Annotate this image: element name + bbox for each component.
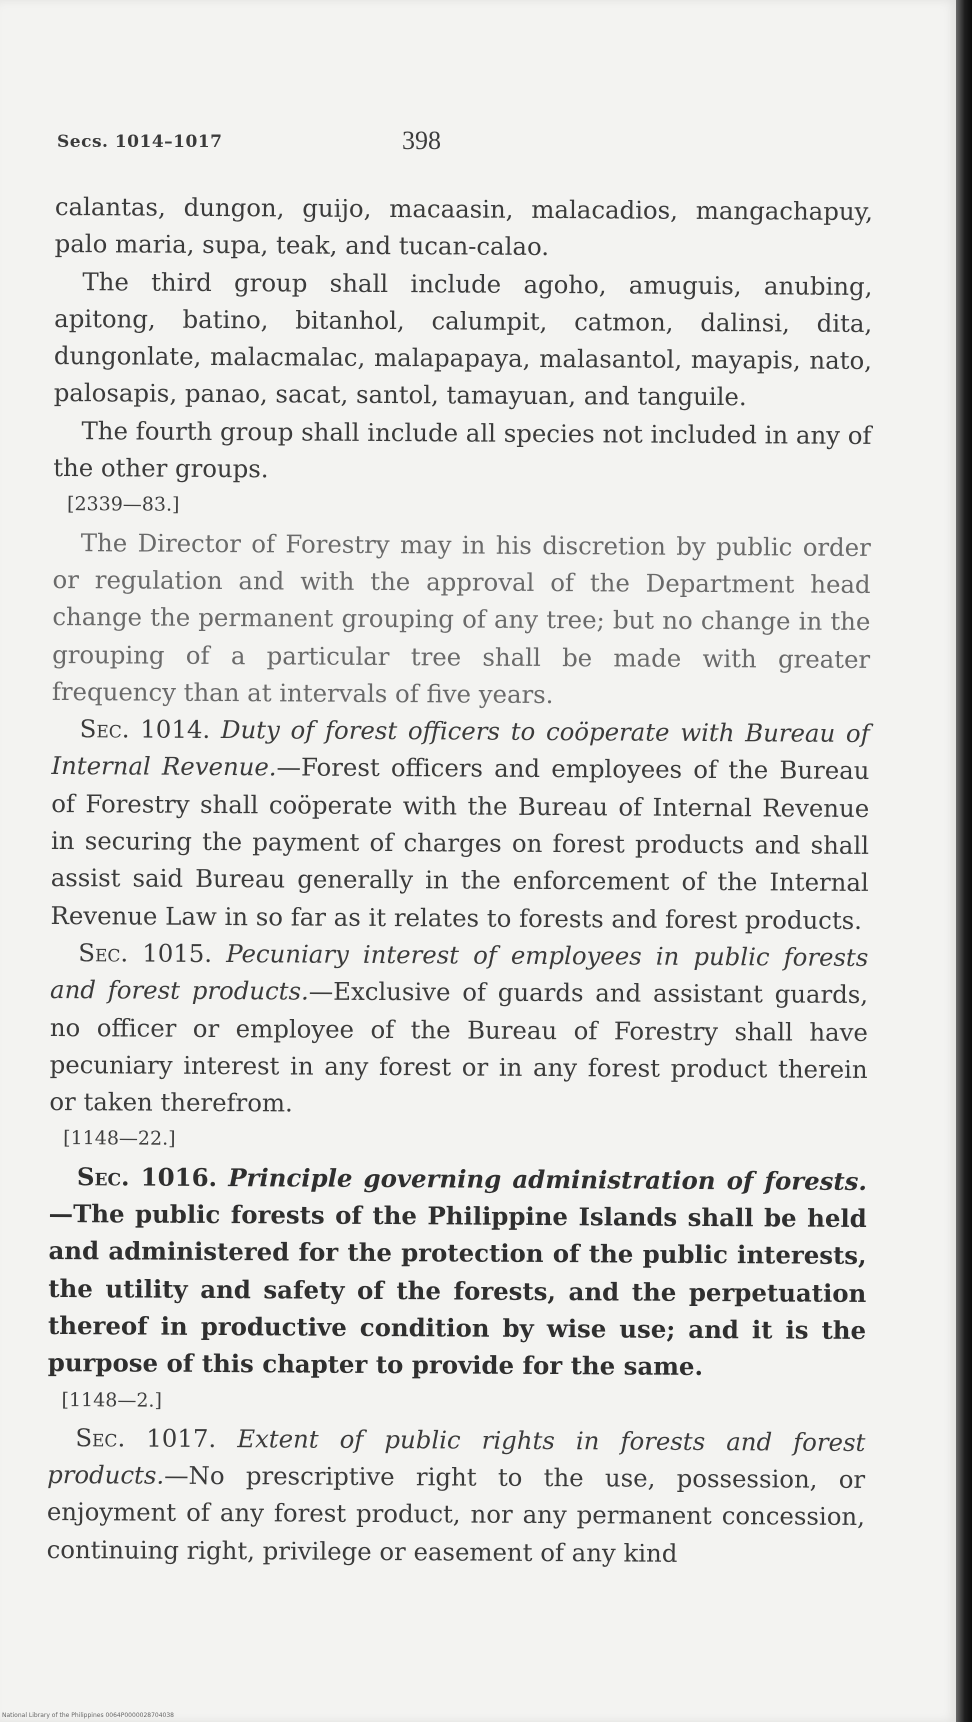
section-title: Extent of public rights in forests and forest products. xyxy=(47,1423,866,1490)
section-label: Sec. 1016. xyxy=(76,1161,218,1192)
section-1014 xyxy=(50,710,869,939)
citation: [1148—2.] xyxy=(61,1388,162,1412)
citation: [1148—22.] xyxy=(63,1127,176,1151)
paragraph-fourth-group: The fourth group shall include all species not included in any of the other groups. xyxy=(53,415,872,484)
book-spine-edge xyxy=(956,0,972,1722)
section-1015 xyxy=(49,934,868,1125)
footer-note: National Library of the Philippines 0064P0000028704038 xyxy=(2,1712,174,1719)
section-1016 xyxy=(48,1158,867,1387)
section-title: Duty of forest officers to coöperate with Bureau of Internal Revenue. xyxy=(51,715,870,782)
section-label: Sec. 1014. xyxy=(79,714,211,745)
page-body xyxy=(47,188,873,1573)
citation: [2339—83.] xyxy=(66,493,180,517)
section-text: —Exclusive of guards and assistant guards, no officer or employee of the Bureau of Forestry shall have pecuniary interest in any forest or in any forest product therein or taken therefrom. xyxy=(49,976,869,1118)
section-label: Sec. 1015. xyxy=(78,938,213,968)
section-title: Pecuniary interest of employees in public forests and forest products. xyxy=(50,938,869,1006)
section-1017 xyxy=(47,1419,866,1573)
paragraph-third-group: The third group shall include agoho, amuguis, anubing, apitong, batino, bitanhol, calumpit, catmon, dalinsi, dita, dungonlate, malacmalac, malapapaya, malasantol, mayapis, nato, palosapis, panao, sacat, santol, tamayuan, and tanguile. xyxy=(53,266,873,412)
section-text: —No prescriptive right to the use, possession, or enjoyment of any forest product, nor any permanent concession, continuing right, privilege or easement of any kind xyxy=(46,1460,866,1568)
paragraph-director-discretion: The Director of Forestry may in his discretion by public order or regulation and with the approval of the Department head change the permanent grouping of any tree; but no change in the grouping of a particular tree shall be made with greater frequency than at intervals of five years. xyxy=(51,527,871,709)
section-title: Principle governing administration of forests. xyxy=(228,1162,868,1196)
paragraph-continuation: calantas, dungon, guijo, macaasin, malacadios, mangachapuy, palo maria, supa, teak, and tucan-calao. xyxy=(54,191,873,262)
page-header xyxy=(57,126,877,162)
section-text: —The public forests of the Philippine Islands shall be held and administered for the protection of the public interests, the utility and safety of the forests, and the perpetuation thereof in productive condition by wise use; and it is the purpose of this chapter to provide for the same. xyxy=(47,1198,867,1382)
page-number: 398 xyxy=(402,126,441,155)
section-text: —Forest officers and employees of the Bureau of Forestry shall coöperate with the Bureau of Internal Revenue in securing the payment of charges on forest products and shall assist said Bureau generally in the enforcement of the Internal Revenue Law in so far as it relates to forests and forest products. xyxy=(50,752,870,935)
section-range-heading: Secs. 1014–1017 xyxy=(57,132,223,152)
section-label: Sec. 1017. xyxy=(75,1422,217,1453)
